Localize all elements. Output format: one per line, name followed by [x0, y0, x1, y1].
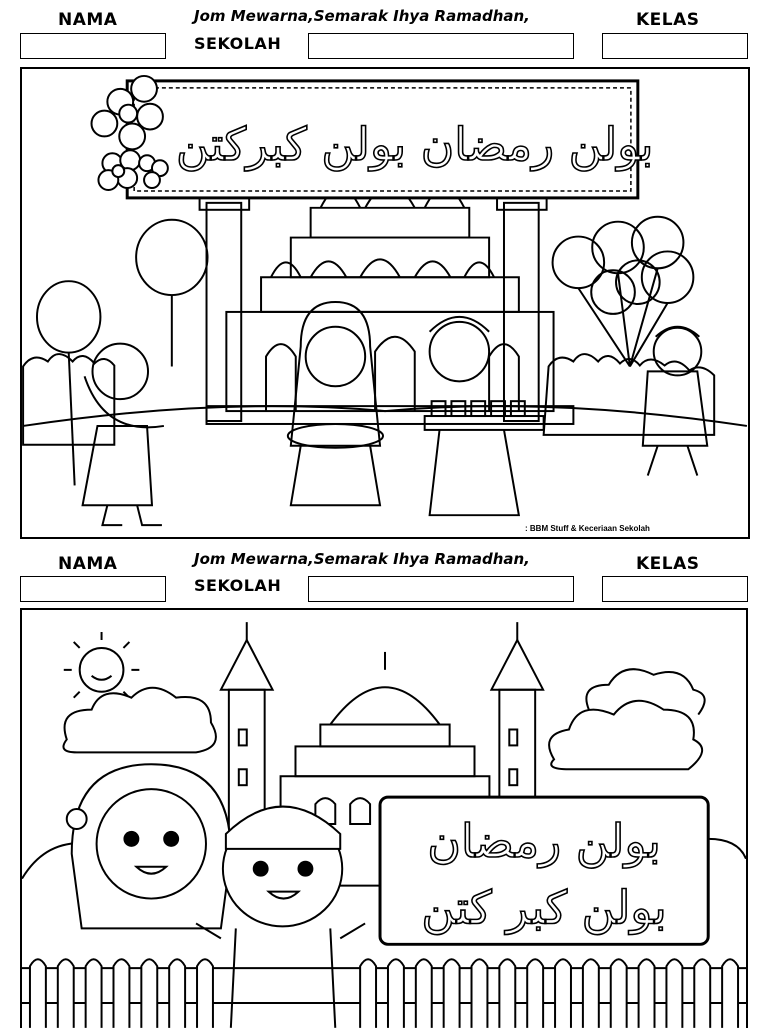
- nama-label: NAMA: [58, 554, 118, 574]
- coloring-sheet-2: [0, 536, 768, 1024]
- nama-field[interactable]: [20, 576, 166, 602]
- arabic-banner-text: بولن رمضان بولن كبركتن: [176, 118, 654, 172]
- nama-label: NAMA: [58, 10, 118, 30]
- sekolah-label: SEKOLAH: [194, 34, 282, 53]
- sekolah-field[interactable]: [308, 576, 574, 602]
- mosque-scene-illustration: [22, 610, 746, 1028]
- coloring-picture-frame: [20, 67, 750, 539]
- arabic-line-1: بولن رمضان: [427, 814, 661, 868]
- arabic-line-2: بولن كبر كتن: [421, 881, 667, 935]
- kelas-field[interactable]: [602, 576, 748, 602]
- sheet-title: Jom Mewarna,Semarak Ihya Ramadhan,: [194, 550, 530, 568]
- ramadan-scene-illustration: [22, 69, 748, 537]
- kelas-label: KELAS: [636, 10, 700, 30]
- kelas-label: KELAS: [636, 554, 700, 574]
- sheet-title: Jom Mewarna,Semarak Ihya Ramadhan,: [194, 7, 530, 25]
- nama-field[interactable]: [20, 33, 166, 59]
- sekolah-label: SEKOLAH: [194, 576, 282, 595]
- credit-text: : BBM Stuff & Keceriaan Sekolah: [525, 524, 650, 533]
- kelas-field[interactable]: [602, 33, 748, 59]
- coloring-picture-frame: [20, 608, 748, 1028]
- sekolah-field[interactable]: [308, 33, 574, 59]
